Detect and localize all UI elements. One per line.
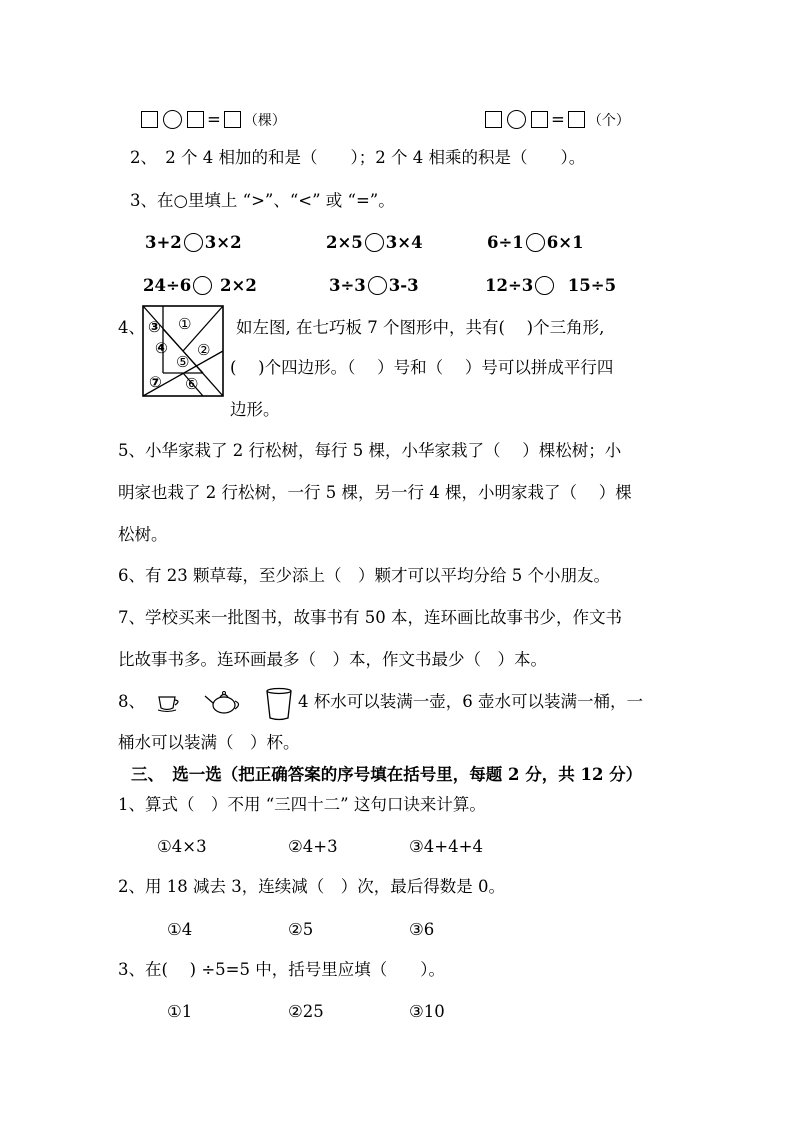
compare-item-1: 3+2 3×2 xyxy=(145,233,242,252)
tangram-figure xyxy=(142,305,226,399)
compare-item-6: 12÷3 15÷5 xyxy=(485,276,617,295)
tangram-label: ② xyxy=(197,341,211,359)
equation-template-items xyxy=(482,110,630,131)
question-3: 3、在○里填上 “>”、“<” 或 “=”。 xyxy=(130,191,395,210)
teapot-icon xyxy=(203,688,243,716)
compare-item-3: 6÷1 6×1 xyxy=(487,233,584,252)
answer-box[interactable] xyxy=(485,111,502,128)
answer-box[interactable] xyxy=(141,111,158,128)
section-3-title: 三、 选一选（把正确答案的序号填在括号里，每题 2 分，共 12 分） xyxy=(131,765,643,784)
unit-label: （棵） xyxy=(243,113,286,129)
unit-label: （个） xyxy=(587,113,630,129)
tangram-label: ④ xyxy=(155,339,168,357)
equals-sign: = xyxy=(551,110,565,129)
s3q2-option-3[interactable]: ③6 xyxy=(409,920,435,939)
question-6: 6、有 23 颗草莓，至少添上（ ）颗才可以平均分给 5 个小朋友。 xyxy=(118,566,610,585)
answer-box[interactable] xyxy=(224,111,241,128)
answer-box[interactable] xyxy=(531,111,548,128)
s3q3-option-1[interactable]: ①1 xyxy=(167,1002,193,1021)
question-8-line-1: 4 杯水可以装满一壶，6 壶水可以装满一桶，一 xyxy=(298,692,643,711)
tangram-label: ① xyxy=(178,315,192,333)
answer-box[interactable] xyxy=(568,111,585,128)
compare-item-2: 2×5 3×4 xyxy=(326,233,423,252)
compare-circle[interactable] xyxy=(365,233,384,252)
compare-circle[interactable] xyxy=(193,276,212,295)
question-4-line-1: 如左图, 在七巧板 7 个图形中，共有( )个三角形, xyxy=(236,318,605,337)
question-2: 2、 2 个 4 相加的和是（ ）；2 个 4 相乘的积是（ ）。 xyxy=(130,148,586,167)
equals-sign: = xyxy=(207,110,221,129)
equation-template-trees xyxy=(138,110,286,131)
s3q3-option-3[interactable]: ③10 xyxy=(409,1002,445,1021)
compare-item-5: 3÷3 3-3 xyxy=(329,276,419,295)
question-8-number: 8、 xyxy=(118,692,145,711)
cup-icon xyxy=(157,693,183,713)
question-5-line-3: 松树。 xyxy=(118,525,168,544)
tangram-label: ⑤ xyxy=(176,353,190,371)
s3q2-option-1[interactable]: ①4 xyxy=(167,920,193,939)
compare-circle[interactable] xyxy=(184,233,203,252)
tangram-label: ⑦ xyxy=(149,373,162,391)
s3q3-option-2[interactable]: ②25 xyxy=(288,1002,324,1021)
s3-question-2: 2、用 18 减去 3，连续减（ ）次，最后得数是 0。 xyxy=(118,877,505,896)
question-8-line-2: 桶水可以装满（ ）杯。 xyxy=(118,733,300,752)
compare-circle[interactable] xyxy=(526,233,545,252)
s3q1-option-3[interactable]: ③4+4+4 xyxy=(409,837,483,856)
s3-question-3: 3、在( ) ÷5=5 中，括号里应填（ ）。 xyxy=(118,960,446,979)
question-4-line-3: 边形。 xyxy=(230,400,280,419)
question-4-line-2: ( )个四边形。（ ）号和（ ）号可以拼成平行四 xyxy=(230,358,614,377)
s3q1-option-1[interactable]: ①4×3 xyxy=(157,837,207,856)
compare-item-4: 24÷6 2×2 xyxy=(143,276,257,295)
tangram-label: ⑥ xyxy=(185,375,199,393)
s3q2-option-2[interactable]: ②5 xyxy=(288,920,314,939)
question-4-number: 4、 xyxy=(118,318,145,337)
compare-circle[interactable] xyxy=(368,276,387,295)
tangram-label: ③ xyxy=(148,318,161,336)
s3-question-1: 1、算式（ ）不用 “三四十二” 这句口诀来计算。 xyxy=(118,795,486,814)
s3q1-option-2[interactable]: ②4+3 xyxy=(288,837,338,856)
operator-circle[interactable] xyxy=(163,110,182,129)
answer-box[interactable] xyxy=(187,111,204,128)
compare-circle[interactable] xyxy=(535,276,554,295)
operator-circle[interactable] xyxy=(507,110,526,129)
question-7-line-2: 比故事书多。连环画最多（ ）本，作文书最少（ ）本。 xyxy=(118,650,547,669)
question-5-line-2: 明家也栽了 2 行松树，一行 5 棵，另一行 4 棵，小明家栽了（ ）棵 xyxy=(118,483,632,502)
question-5-line-1: 5、小华家栽了 2 行松树，每行 5 棵，小华家栽了（ ）棵松树；小 xyxy=(118,441,622,460)
question-7-line-1: 7、学校买来一批图书，故事书有 50 本，连环画比故事书少，作文书 xyxy=(118,608,622,627)
bucket-icon xyxy=(264,687,296,721)
